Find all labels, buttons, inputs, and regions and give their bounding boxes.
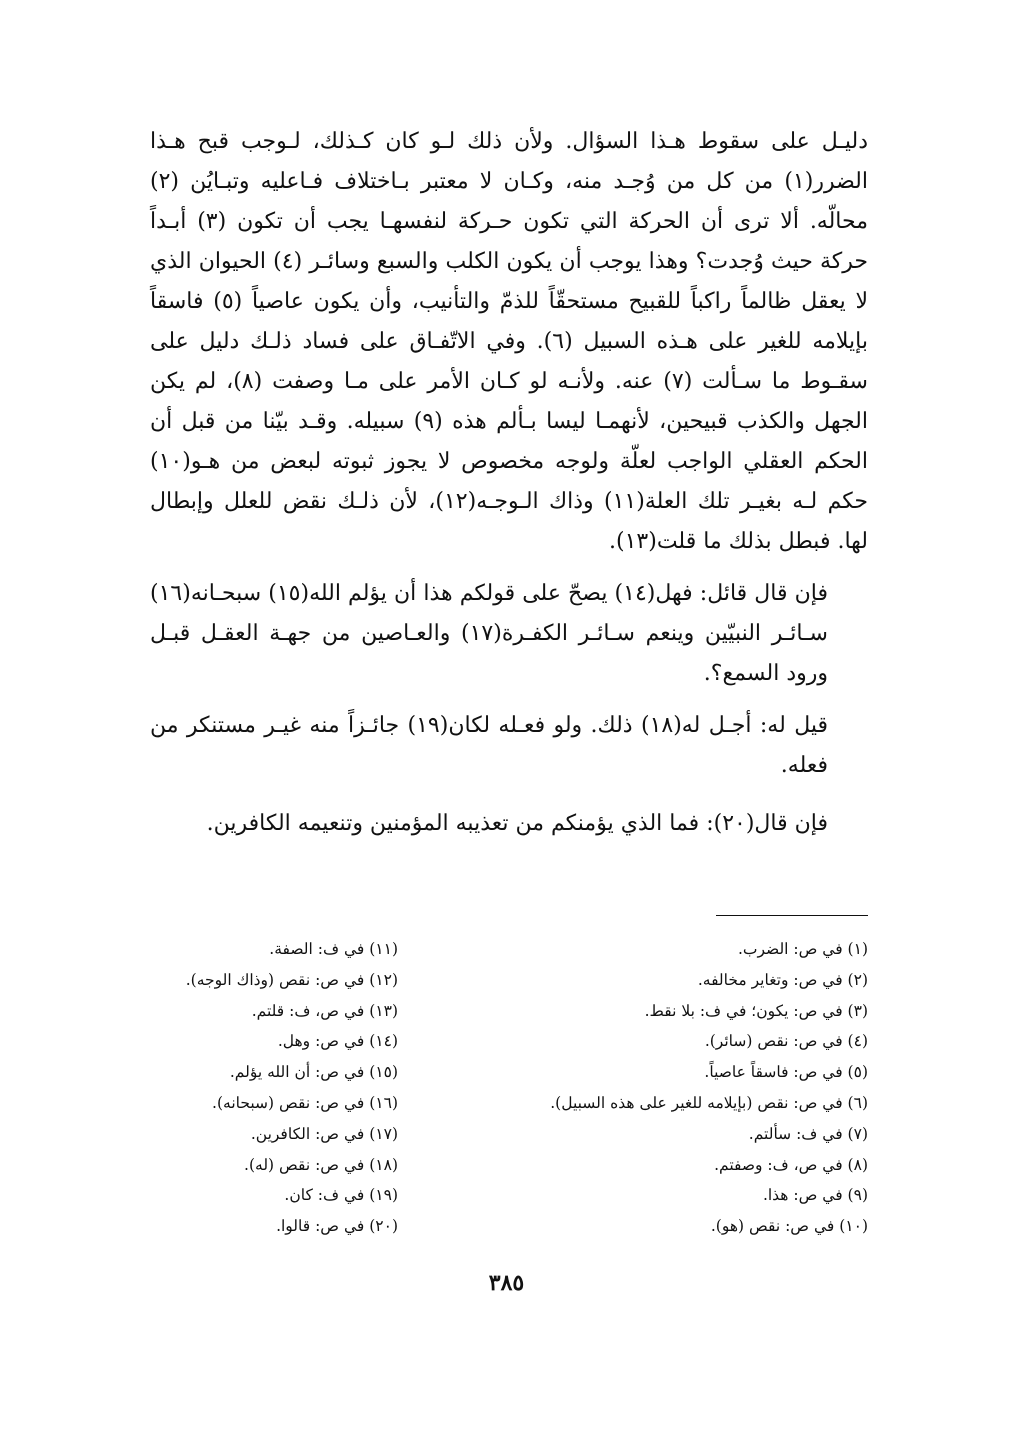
footnote: (٨) في ص، ف: وصفتم.	[714, 1155, 868, 1174]
footnote: (١٧) في ص: الكافرين.	[250, 1124, 398, 1143]
footnotes-right-column	[440, 934, 868, 1242]
footnote: (٩) في ص: هذا.	[762, 1186, 868, 1205]
footnote: (١٦) في ص: نقص (سبحانه).	[212, 1093, 398, 1112]
footnote: (٥) في ص: فاسقاً عاصياً.	[704, 1063, 868, 1082]
footnote: (١١) في ف: الصفة.	[269, 940, 398, 958]
footnote: (٤) في ص: نقص (سائر).	[704, 1032, 868, 1051]
footnote: (٧) في ف: سألتم.	[748, 1124, 868, 1143]
footnote-separator	[716, 915, 868, 916]
footnote: (١) في ص: الضرب.	[737, 940, 868, 958]
footnote: (٦) في ص: نقص (بإيلامه للغير على هذه السبيل).	[550, 1093, 868, 1112]
footnote: (١٣) في ص، ف: قلتم.	[251, 1001, 398, 1020]
main-text	[150, 122, 868, 844]
footnote: (٢) في ص: وتغاير مخالفه.	[697, 970, 868, 989]
footnote: (١٢) في ص: نقص (وذاك الوجه).	[185, 970, 398, 989]
footnote: (١٤) في ص: وهل.	[277, 1032, 398, 1051]
paragraph-2: فإن قال قائل: فهل(١٤) يصحّ على قولكم هذا أن يؤلم الله(١٥) سبحـانه(١٦) سـائـر النبيّين وينعم سـائـر الكفـرة(١٧) والعـاصين من جهـة العقـل قبـل ورود السمع؟.	[150, 581, 828, 686]
footnote: (٣) في ص: يكون؛ في ف: بلا نقط.	[644, 1001, 868, 1020]
footnote: (٢٠) في ص: قالوا.	[276, 1217, 398, 1236]
paragraph-3: قيل له: أجـل له(١٨) ذلك. ولو فعـله لكان(١٩) جائـزاً منه غيـر مستنكر من فعله.	[150, 713, 829, 778]
footnote: (١٩) في ف: كان.	[284, 1186, 398, 1205]
paragraph-4: فإن قال(٢٠): فما الذي يؤمنكم من تعذيبه المؤمنين وتنعيمه الكافرين.	[206, 811, 828, 836]
footnotes-left-column	[150, 934, 398, 1242]
footnote: (١٨) في ص: نقص (له).	[244, 1155, 398, 1174]
paragraph-1: دليـل على سقوط هـذا السؤال. ولأن ذلك لـو كان كـذلك، لـوجب قبح هـذا الضرر(١) من كل من وُجـد منه، وكـان لا معتبر بـاختلاف فـاعليه وتبـايُن (٢) محالّه. ألا ترى أن الحركة التي تكون حـركة لنفسهـا يجب أن تكون (٣) أبـداً حركة حيث وُجدت؟ وهذا يوجب أن يكون الكلب والسبع وسائـر (٤) الحيوان الذي لا يعقل ظالماً راكباً للقبيح مستحقّاً للذمّ والتأنيب، وأن يكون عاصياً (٥) فاسقاً بإيلامه للغير على هـذه السبيل (٦). وفي الاتّفـاق على فساد ذلـك دليل على سقـوط ما سـألت (٧) عنه. ولأنـه لو كـان الأمر على مـا وصفت (٨)، لم يكن الجهل والكذب قبيحين، لأنهمـا ليسا بـألم هذه (٩) سبيله. وقـد بيّنا من قبل أن الحكم العقلي الواجب لعلّة ولوجه مخصوص لا يجوز ثبوته لبعض من هـو(١٠) حكم لـه بغيـر تلك العلة(١١) وذاك الـوجـه(١٢)، لأن ذلـك نقض للعلل وإبطال لها. فبطل بذلك ما قلت(١٣).	[150, 129, 869, 554]
footnote: (١٠) في ص: نقص (هو).	[710, 1217, 868, 1236]
page-number: ٣٨٥	[488, 1270, 525, 1296]
footnote: (١٥) في ص: أن الله يؤلم.	[229, 1063, 398, 1082]
